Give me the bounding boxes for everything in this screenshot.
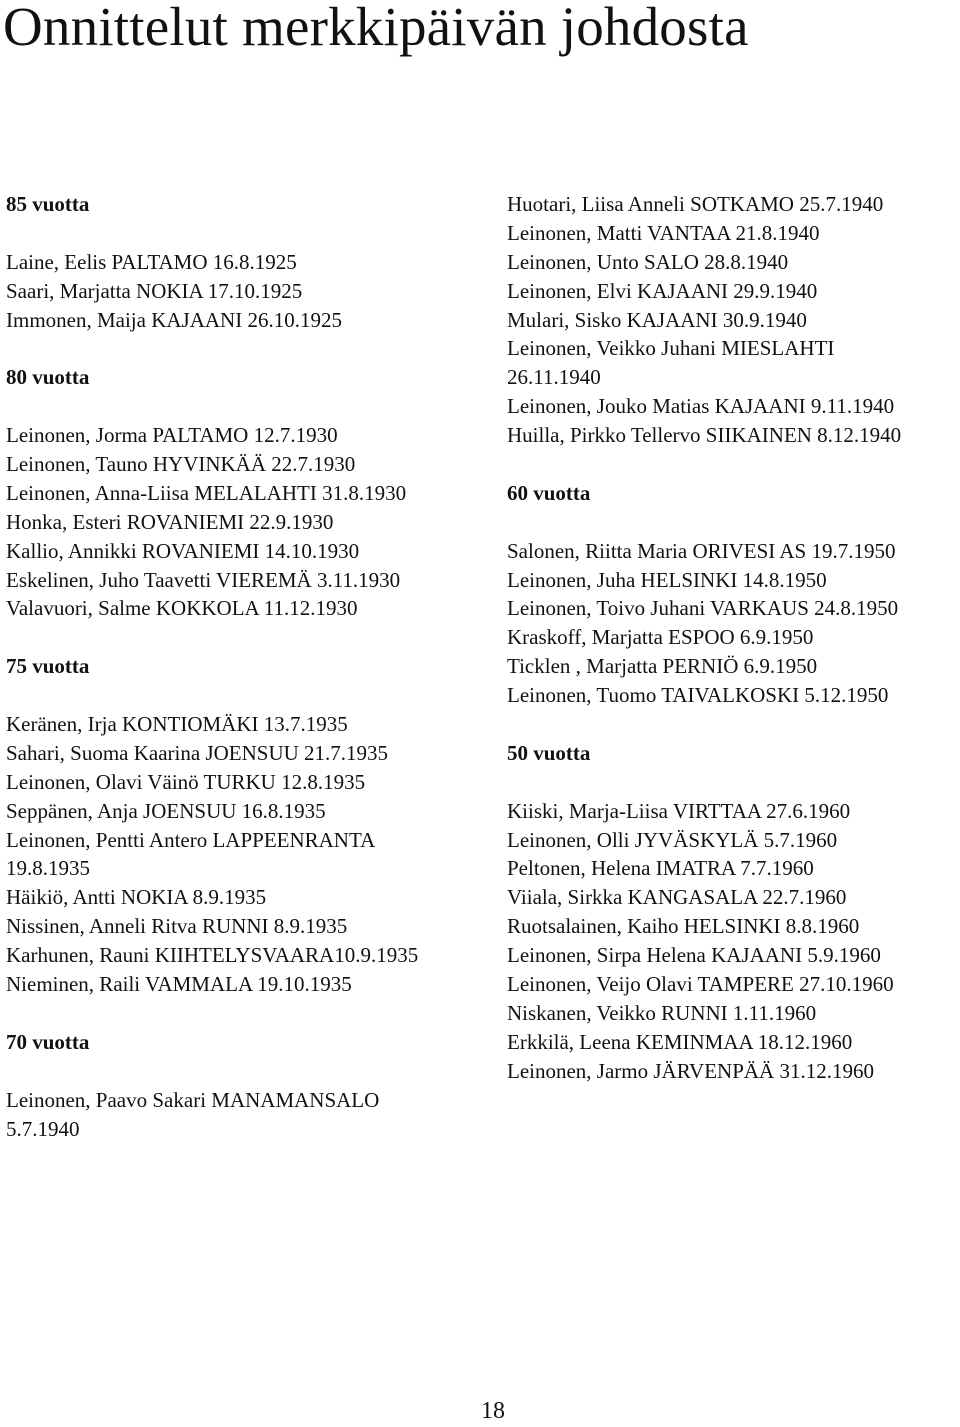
birthday-entry: Leinonen, Matti VANTAA 21.8.1940 [507,220,820,245]
birthday-entry: Ruotsalainen, Kaiho HELSINKI 8.8.1960 [507,914,860,939]
section-gap [507,710,957,739]
birthday-entry: Laine, Eelis PALTAMO 16.8.1925 [6,249,297,274]
birthday-entry: Karhunen, Rauni KIIHTELYSVAARA10.9.1935 [6,943,419,968]
birthday-entry: Leinonen, Jorma PALTAMO 12.7.1930 [6,423,338,448]
birthday-entry: 5.7.1940 [6,1116,80,1141]
birthday-entry: Leinonen, Jarmo JÄRVENPÄÄ 31.12.1960 [507,1058,874,1083]
birthday-entry: Leinonen, Elvi KAJAANI 29.9.1940 [507,278,818,303]
section-gap [6,681,486,710]
section-heading: 70 vuotta [6,1029,90,1054]
birthday-entry: Leinonen, Paavo Sakari MANAMANSALO [6,1087,380,1112]
section-heading: 60 vuotta [507,480,591,505]
birthday-entry: Kraskoff, Marjatta ESPOO 6.9.1950 [507,625,814,650]
birthday-entry: Seppänen, Anja JOENSUU 16.8.1935 [6,798,326,823]
birthday-entry: Mulari, Sisko KAJAANI 30.9.1940 [507,307,807,332]
birthday-entry: Keränen, Irja KONTIOMÄKI 13.7.1935 [6,712,348,737]
section-gap [6,1057,486,1086]
birthday-entry: Ticklen , Marjatta PERNIÖ 6.9.1950 [507,654,818,679]
birthday-entry: Honka, Esteri ROVANIEMI 22.9.1930 [6,509,334,534]
birthday-entry: Leinonen, Sirpa Helena KAJAANI 5.9.1960 [507,943,881,968]
birthday-entry: 19.8.1935 [6,856,90,881]
section-gap [507,768,957,797]
birthday-entry: Leinonen, Olavi Väinö TURKU 12.8.1935 [6,769,366,794]
section-heading: 80 vuotta [6,365,90,390]
birthday-entry: Sahari, Suoma Kaarina JOENSUU 21.7.1935 [6,740,389,765]
birthday-entry: Leinonen, Toivo Juhani VARKAUS 24.8.1950 [507,596,899,621]
birthday-entry: Niskanen, Veikko RUNNI 1.11.1960 [507,1000,817,1025]
birthday-entry: Kallio, Annikki ROVANIEMI 14.10.1930 [6,538,360,563]
birthday-entry: Leinonen, Olli JYVÄSKYLÄ 5.7.1960 [507,827,838,852]
birthday-entry: Huotari, Liisa Anneli SOTKAMO 25.7.1940 [507,192,884,216]
birthday-entry: Leinonen, Veikko Juhani MIESLAHTI [507,336,835,361]
birthday-entry: Viiala, Sirkka KANGASALA 22.7.1960 [507,885,847,910]
birthday-entry: Leinonen, Anna-Liisa MELALAHTI 31.8.1930 [6,480,407,505]
birthday-entry: Nissinen, Anneli Ritva RUNNI 8.9.1935 [6,914,348,939]
birthday-entry: Immonen, Maija KAJAANI 26.10.1925 [6,307,342,332]
birthday-entry: Huilla, Pirkko Tellervo SIIKAINEN 8.12.1940 [507,423,902,448]
section-gap [6,623,486,652]
section-gap [507,508,957,537]
birthday-entry: Nieminen, Raili VAMMALA 19.10.1935 [6,972,352,997]
birthday-entry: Salonen, Riitta Maria ORIVESI AS 19.7.1950 [507,538,896,563]
birthday-entry: Peltonen, Helena IMATRA 7.7.1960 [507,856,814,881]
section-gap [6,392,486,421]
left-column [6,190,486,1143]
birthday-entry: Leinonen, Tauno HYVINKÄÄ 22.7.1930 [6,452,356,477]
birthday-entry: Kiiski, Marja-Liisa VIRTTAA 27.6.1960 [507,798,851,823]
section-gap [6,999,486,1028]
birthday-entry: Saari, Marjatta NOKIA 17.10.1925 [6,278,303,303]
birthday-entry: Leinonen, Veijo Olavi TAMPERE 27.10.1960 [507,972,894,997]
section-gap [6,334,486,363]
page-number: 18 [481,1398,505,1424]
section-heading: 85 vuotta [6,192,90,216]
birthday-entry: Leinonen, Tuomo TAIVALKOSKI 5.12.1950 [507,683,889,708]
right-column [507,190,957,1086]
birthday-entry: Leinonen, Pentti Antero LAPPEENRANTA [6,827,376,852]
section-gap [507,450,957,479]
page-title: Onnittelut merkkipäivän johdosta [3,0,749,57]
birthday-entry: Häikiö, Antti NOKIA 8.9.1935 [6,885,267,910]
birthday-entry: Eskelinen, Juho Taavetti VIEREMÄ 3.11.1930 [6,567,401,592]
birthday-entry: Leinonen, Unto SALO 28.8.1940 [507,249,789,274]
birthday-entry: Erkkilä, Leena KEMINMAA 18.12.1960 [507,1029,853,1054]
birthday-entry: Leinonen, Jouko Matias KAJAANI 9.11.1940 [507,394,895,419]
section-heading: 50 vuotta [507,740,591,765]
birthday-entry: Valavuori, Salme KOKKOLA 11.12.1930 [6,596,358,621]
birthday-entry: Leinonen, Juha HELSINKI 14.8.1950 [507,567,827,592]
section-heading: 75 vuotta [6,654,90,679]
birthday-entry: 26.11.1940 [507,365,601,390]
section-gap [6,219,486,248]
